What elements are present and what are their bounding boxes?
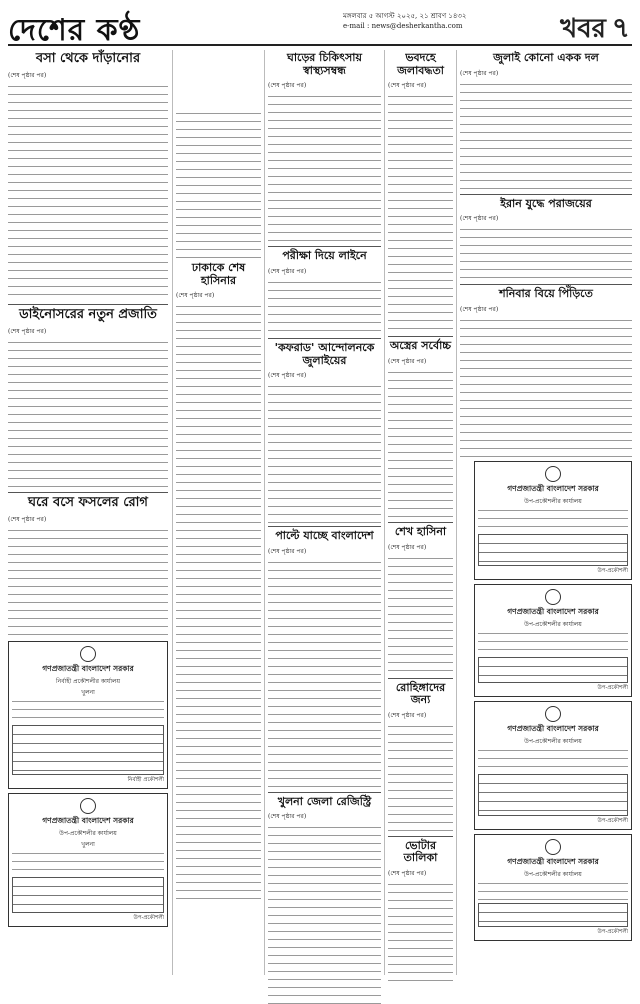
government-notice-ad [474,834,632,941]
column-divider [456,50,457,975]
ad-table [12,877,164,913]
column-1 [8,50,168,927]
article-body [268,824,381,1004]
newspaper-logo: দেশের কণ্ঠ [8,13,141,48]
ad-title: গণপ্রজাতন্ত্রী বাংলাদেশ সরকার [507,483,599,493]
article-body [388,93,453,333]
article-byline: (শেষ পৃষ্ঠার পর) [460,69,499,77]
article-headline: অস্ত্রের সর্বোচ্চ [389,339,452,353]
article-byline: (শেষ পৃষ্ঠার পর) [388,543,427,551]
ad-signature: উপ-প্রকৌশলী [597,567,628,574]
ad-body [12,698,164,722]
ad-subtitle: উপ-প্রকৌশলীর কার্যালয় [524,870,582,878]
article-byline: (শেষ পৃষ্ঠার পর) [8,327,47,335]
ad-signature: উপ-প্রকৌশলী [133,914,164,921]
article-headline: ভবদহে জলাবদ্ধতা [397,51,444,77]
article-body [8,527,168,637]
ad-subtitle: উপ-প্রকৌশলীর কার্যালয় [59,829,117,837]
government-seal-icon [80,798,96,814]
article-headline: ইরান যুদ্ধে পরাজয়ের [500,196,592,210]
column-2 [176,110,261,903]
article-byline: (শেষ পৃষ্ঠার পর) [8,71,47,79]
section-title: খবর [560,14,606,44]
divider [388,836,453,837]
article [268,796,381,1004]
article-headline: পাল্টে যাচ্ছে বাংলাদেশ [275,529,374,543]
ad-subtitle: উপ-প্রকৌশলীর কার্যালয় [524,737,582,745]
divider [460,194,632,195]
government-seal-icon [80,646,96,662]
ad-subtitle: নির্বাহী প্রকৌশলীর কার্যালয় [55,677,121,685]
divider [460,284,632,285]
ad-title: গণপ্রজাতন্ত্রী বাংলাদেশ সরকার [507,723,599,733]
divider [8,304,168,305]
ad-signature: উপ-প্রকৌশলী [597,684,628,691]
article [8,308,168,489]
ad-body [478,880,628,900]
column-5 [460,50,632,941]
government-seal-icon [545,839,561,855]
article [388,340,453,519]
article-byline: (শেষ পৃষ্ঠার পর) [388,711,427,719]
government-notice-ad [474,584,632,697]
ad-body [12,850,164,874]
article-body [176,110,261,260]
article [176,262,261,903]
divider [268,792,381,793]
divider [388,678,453,679]
article-headline: শনিবার বিয়ে পিঁড়িতে [499,287,593,301]
government-notice-ad [474,701,632,830]
article [388,526,453,675]
column-divider [172,50,173,975]
divider [388,336,453,337]
ad-subtitle: খুলনা [81,688,95,696]
government-seal-icon [545,589,561,605]
article-body [176,303,261,903]
article-body [388,369,453,519]
article-byline: (শেষ পৃষ্ঠার পর) [388,82,427,90]
article [460,52,632,191]
article-body [388,881,453,981]
article-body [8,339,168,489]
divider [268,526,381,527]
article-body [268,559,381,789]
divider [268,338,381,339]
government-seal-icon [545,466,561,482]
article-body [268,93,381,243]
ad-title: গণপ্রজাতন্ত্রী বাংলাদেশ সরকার [507,856,599,866]
divider [268,246,381,247]
article-headline: ঢাকাকে শেষ হাসিনার [191,261,246,287]
article-headline: বসা থেকে দাঁড়ানোর [35,51,141,66]
article-byline: (শেষ পৃষ্ঠার পর) [460,215,499,223]
article-byline: (শেষ পৃষ্ঠার পর) [268,267,307,275]
ad-title: গণপ্রজাতন্ত্রী বাংলাদেশ সরকার [42,663,134,673]
article-body [268,279,381,335]
article-body [388,723,453,833]
article-body [460,226,632,281]
article-headline: ঘাড়ের চিকিৎসায় স্বাস্থ্যসম্বন্ধ [287,51,362,77]
article-headline: খুলনা জেলা রেজিস্ট্রি [277,794,372,808]
article [460,198,632,282]
article-headline: ডাইনোসরের নতুন প্রজাতি [19,306,157,322]
ad-title: গণপ্রজাতন্ত্রী বাংলাদেশ সরকার [42,815,134,825]
article-headline: ঘরে বসে ফসলের রোগ [28,494,148,510]
article-body [268,383,381,523]
article-headline: রোহিঙ্গাদের জন্য [395,680,446,707]
government-notice-ad [8,641,168,789]
article [268,250,381,335]
dateline: মঙ্গলবার ৫ আগস্ট ২০২৫, ২১ শ্রাবণ ১৪৩২ [343,12,467,20]
column-4 [388,50,453,981]
divider [388,522,453,523]
ad-body [478,507,628,531]
ad-body [478,630,628,654]
email-address: e-mail : news@desherkantha.com [343,22,463,30]
ad-table [478,657,628,683]
article-byline: (শেষ পৃষ্ঠার পর) [8,515,47,523]
ad-table [478,903,628,927]
government-notice-ad [8,793,168,927]
ad-table [478,774,628,816]
article-byline: (শেষ পৃষ্ঠার পর) [460,305,499,313]
masthead [8,6,632,46]
article-body [460,81,632,191]
government-notice-ad [474,461,632,580]
article [460,288,632,457]
ad-table [478,534,628,566]
article [388,840,453,981]
article-byline: (শেষ পৃষ্ঠার পর) [268,813,307,821]
article [388,682,453,833]
article [268,52,381,243]
ad-table [12,725,164,775]
article-byline: (শেষ পৃষ্ঠার পর) [268,82,307,90]
article-byline: (শেষ পৃষ্ঠার পর) [388,870,427,878]
article [268,342,381,523]
column-divider [384,50,385,975]
ad-signature: নির্বাহী প্রকৌশলী [127,776,164,783]
article-headline: শেখ হাসিনা [394,524,447,538]
ad-title: গণপ্রজাতন্ত্রী বাংলাদেশ সরকার [507,606,599,616]
divider [8,492,168,493]
article [388,52,453,333]
article-body [8,83,168,301]
ad-subtitle: উপ-প্রকৌশলীর কার্যালয় [524,497,582,505]
ad-subtitle: খুলনা [81,840,95,848]
article-byline: (শেষ পৃষ্ঠার পর) [388,357,427,365]
article [8,496,168,637]
article-byline: (শেষ পৃষ্ঠার পর) [268,547,307,555]
article-byline: (শেষ পৃষ্ঠার পর) [268,372,307,380]
column-divider [264,50,265,975]
article-headline: জুলাই কোনো একক দল [493,51,599,64]
article-body [388,555,453,675]
ad-subtitle: উপ-প্রকৌশলীর কার্যালয় [524,620,582,628]
ad-signature: উপ-প্রকৌশলী [597,928,628,935]
ad-body [478,747,628,771]
ad-signature: উপ-প্রকৌশলী [597,817,628,824]
article-headline: 'কফরাড' আন্দোলনকে জুলাইয়ের [274,340,375,367]
government-seal-icon [545,706,561,722]
column-3 [268,50,381,1004]
article [8,52,168,301]
article-headline: ভোটার তালিকা [403,838,438,865]
article [268,530,381,789]
article-byline: (শেষ পৃষ্ঠার পর) [176,292,215,300]
page-number: ৭ [611,11,630,44]
article-body [460,317,632,457]
article-headline: পরীক্ষা দিয়ে লাইনে [282,249,367,263]
